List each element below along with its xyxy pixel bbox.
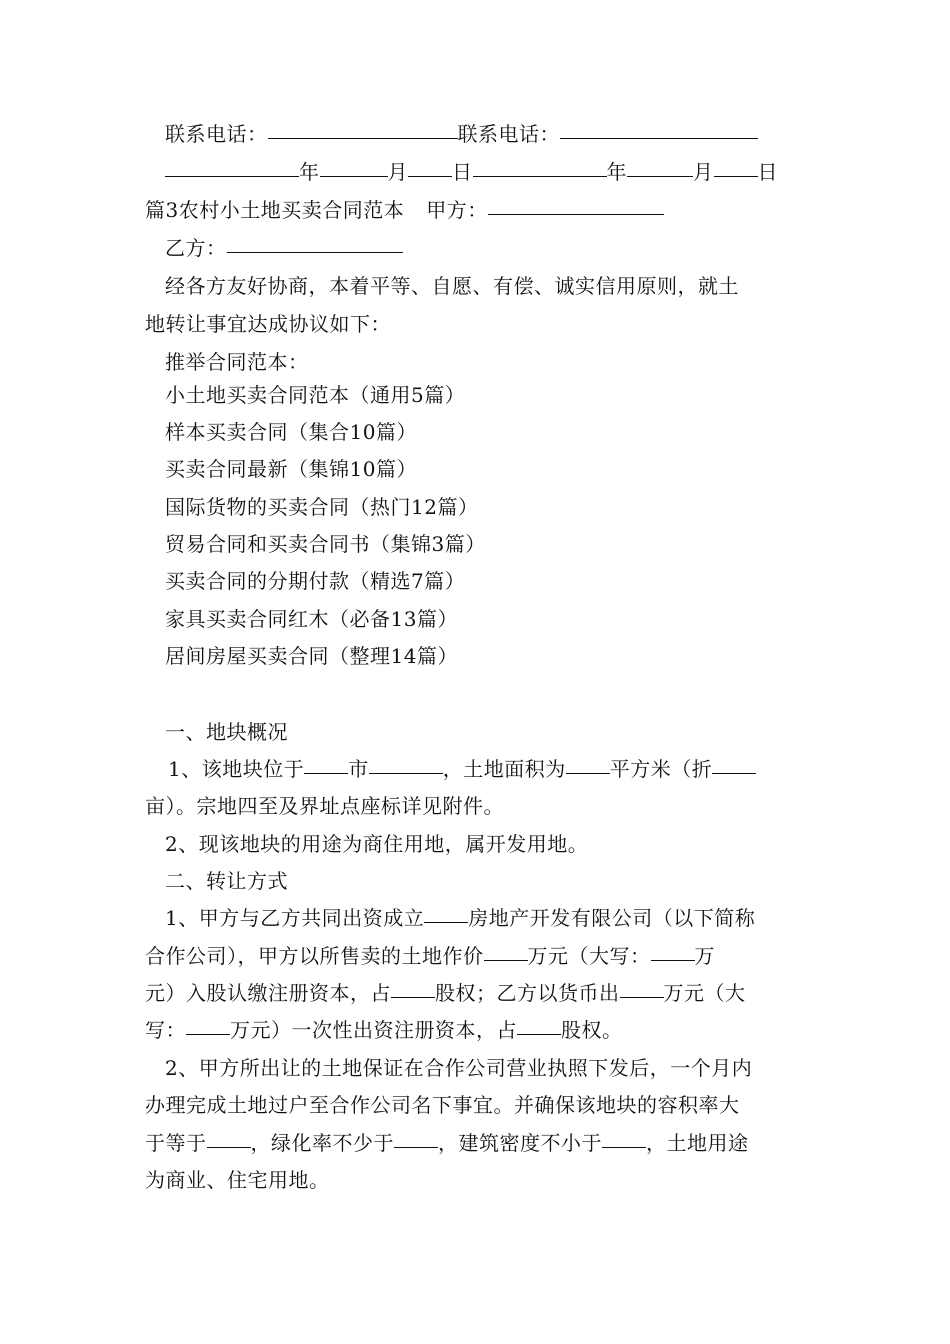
year-blank-1 [165, 152, 299, 177]
phone-label-1: 联系电话： [165, 122, 268, 146]
day-label-1: 日 [452, 160, 473, 184]
recommend-heading: 推举合同范本： [165, 350, 309, 374]
plot-ratio-blank [207, 1123, 251, 1148]
location-blank [369, 749, 443, 774]
section-2-p1-line3: 元）入股认缴注册资本，占 股权；乙方以货币出 万元（大 [145, 975, 815, 1012]
recommend-item[interactable]: 买卖合同的分期付款（精选7篇） [165, 569, 466, 593]
city-blank [304, 749, 348, 774]
section-1-p1-line1: 1、该地块位于 市 ，土地面积为 平方米（折 [168, 751, 808, 788]
title-line [145, 192, 815, 229]
day-label-2: 日 [757, 160, 778, 184]
month-blank-2 [627, 152, 693, 177]
intro-line-2: 地转让事宜达成协议如下： [145, 312, 391, 336]
section-1-p1-line2: 亩）。宗地四至及界址点座标详见附件。 [145, 794, 504, 818]
section-2-p2-line3: 于等于 ，绿化率不少于 ，建筑密度不小于 ，土地用途 [145, 1125, 815, 1162]
recommend-item[interactable]: 买卖合同最新（集锦10篇） [165, 457, 417, 481]
section-2-p1-line1: 1、甲方与乙方共同出资成立 房地产开发有限公司（以下简称 [165, 900, 809, 937]
year-label-2: 年 [606, 160, 627, 184]
recommend-item[interactable]: 家具买卖合同红木（必备13篇） [165, 607, 458, 631]
section-2-p2-line4: 为商业、住宅用地。 [145, 1168, 330, 1192]
section-2-p2-line2: 办理完成土地过户至合作公司名下事宜。并确保该地块的容积率大 [145, 1093, 740, 1117]
month-label-1: 月 [387, 160, 408, 184]
mu-blank [712, 749, 756, 774]
day-blank-1 [408, 152, 452, 177]
share-b-blank [517, 1010, 561, 1035]
contact-phone-line [165, 116, 835, 153]
year-blank-2 [473, 152, 607, 177]
area-blank [566, 749, 610, 774]
intro-line-1: 经各方友好协商，本着平等、自愿、有偿、诚实信用原则，就土 [165, 274, 739, 298]
day-blank-2 [714, 152, 758, 177]
section-1-heading: 一、地块概况 [165, 720, 288, 744]
month-label-2: 月 [693, 160, 714, 184]
section-1-p2: 2、现该地块的用途为商住用地，属开发用地。 [165, 832, 589, 856]
party-b-blank [227, 228, 403, 253]
phone-blank-1 [268, 114, 458, 139]
recommend-item[interactable]: 贸易合同和买卖合同书（集锦3篇） [165, 532, 486, 556]
contract-title: 篇3农村小土地买卖合同范本 [145, 198, 405, 222]
company-blank [424, 898, 468, 923]
section-2-p1-line4: 写： 万元）一次性出资注册资本，占 股权。 [145, 1012, 815, 1049]
price-blank [484, 936, 528, 961]
section-2-p2-line1: 2、甲方所出让的土地保证在合作公司营业执照下发后，一个月内 [165, 1056, 753, 1080]
recommend-item[interactable]: 国际货物的买卖合同（热门12篇） [165, 495, 479, 519]
date-line [165, 154, 835, 191]
month-blank-1 [320, 152, 388, 177]
recommend-item[interactable]: 小土地买卖合同范本（通用5篇） [165, 383, 466, 407]
recommend-item[interactable]: 样本买卖合同（集合10篇） [165, 420, 417, 444]
cash-upper-blank [186, 1010, 230, 1035]
party-a-blank [488, 190, 664, 215]
density-blank [602, 1123, 646, 1148]
party-b-line [165, 230, 835, 267]
party-a-label: 甲方： [426, 198, 488, 222]
phone-label-2: 联系电话： [457, 122, 560, 146]
share-a-blank [391, 973, 435, 998]
party-b-label: 乙方： [165, 236, 227, 260]
phone-blank-2 [560, 114, 758, 139]
price-upper-blank [651, 936, 695, 961]
green-ratio-blank [394, 1123, 438, 1148]
cash-blank [620, 973, 664, 998]
year-label-1: 年 [299, 160, 320, 184]
section-2-p1-line2: 合作公司），甲方以所售卖的土地作价 万元（大写： 万 [145, 938, 815, 975]
section-2-heading: 二、转让方式 [165, 869, 288, 893]
recommend-item[interactable]: 居间房屋买卖合同（整理14篇） [165, 644, 458, 668]
